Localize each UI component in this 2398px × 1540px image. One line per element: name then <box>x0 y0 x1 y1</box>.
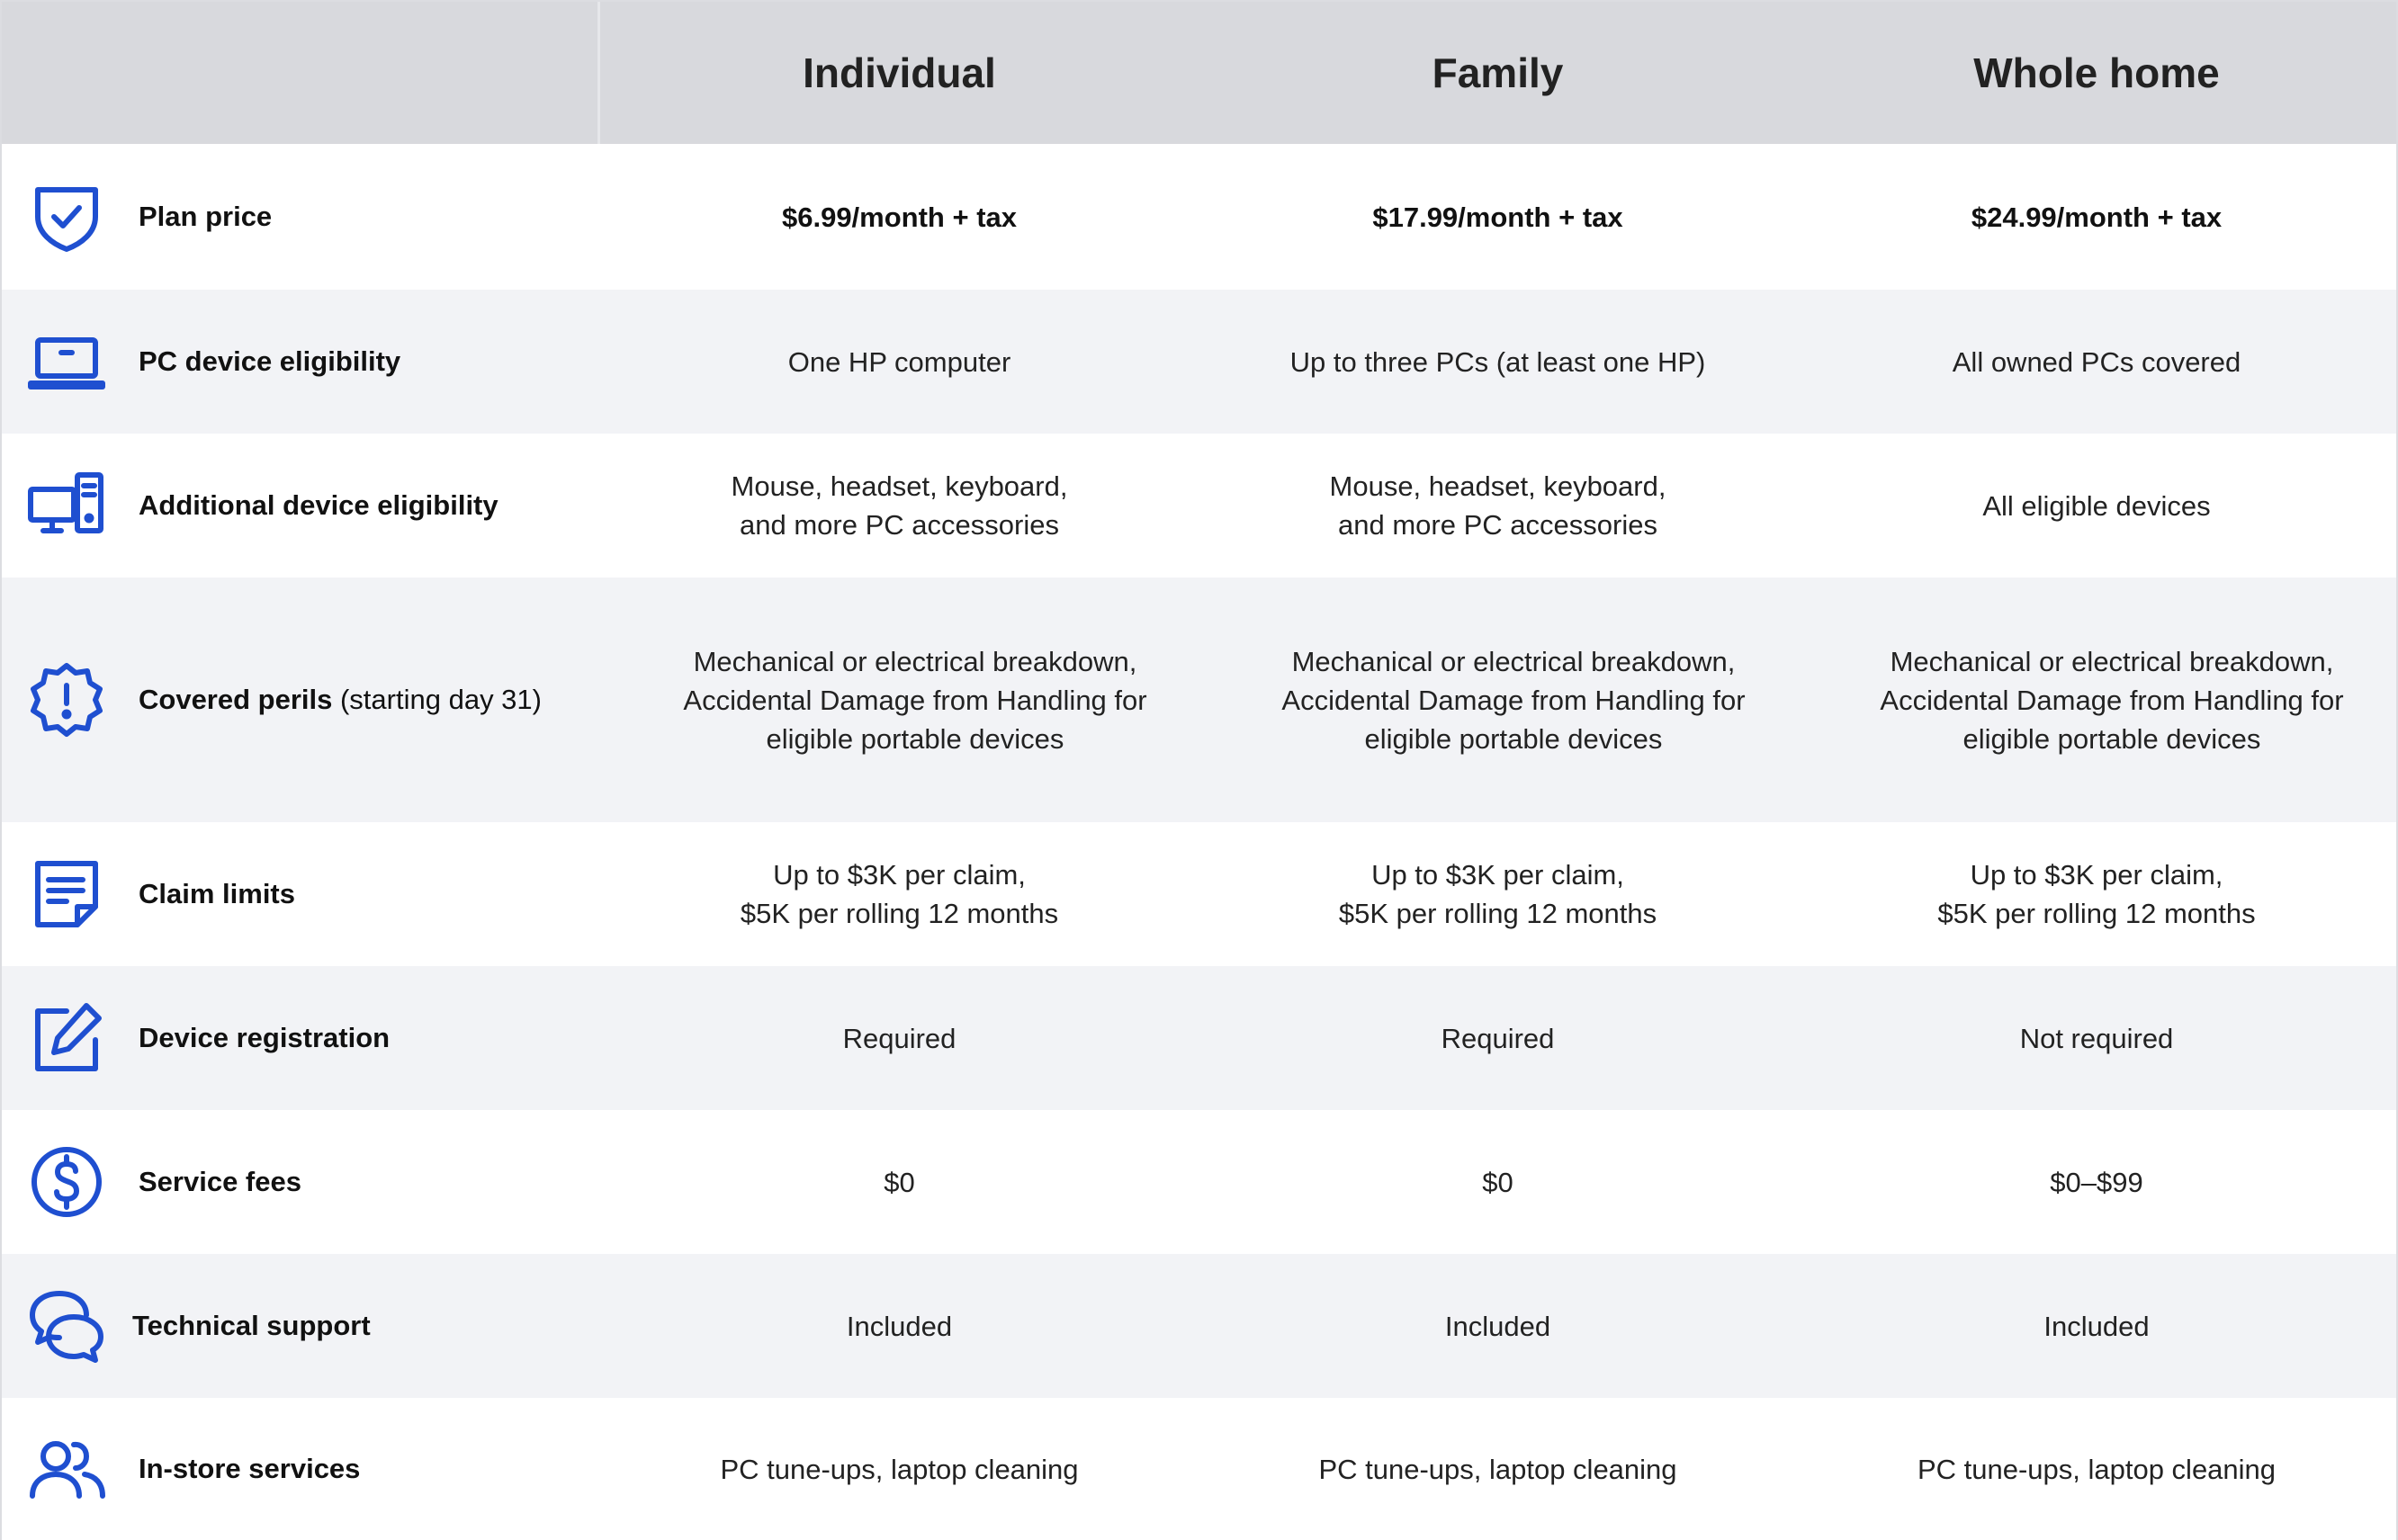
cell-family: Included <box>1444 1310 1551 1342</box>
cell-family: $17.99/month + tax <box>1372 201 1623 233</box>
row-label-cell <box>2 434 600 578</box>
cell-whole-home: Up to $3K per claim, $5K per rolling 12 months <box>1937 859 2256 929</box>
cell-family: Mechanical or electrical breakdown, Accidental Damage from Handling for eligible portable devices <box>1281 645 1746 755</box>
row-label: Technical support <box>132 1310 371 1341</box>
cell-individual: Included <box>846 1310 953 1342</box>
cell-whole-home: $24.99/month + tax <box>1971 201 2223 233</box>
cell-individual: One HP computer <box>787 345 1011 378</box>
cell-individual: $6.99/month + tax <box>781 201 1018 233</box>
document-icon <box>25 853 108 936</box>
row-label: Covered perils (starting day 31) <box>139 684 542 715</box>
row-label-cell <box>2 1398 600 1540</box>
cell-whole-home: All eligible devices <box>1982 489 2211 522</box>
cell-individual: Mouse, headset, keyboard, and more PC accessories <box>731 470 1068 541</box>
row-label-cell <box>2 290 600 434</box>
header-empty-cell <box>2 2 600 144</box>
cell-family: PC tune-ups, laptop cleaning <box>1318 1453 1677 1485</box>
table-row-pc-device-eligibility <box>2 290 2396 434</box>
table-row-additional-device-eligibility <box>2 434 2396 578</box>
cell-whole-home: PC tune-ups, laptop cleaning <box>1917 1453 2277 1485</box>
column-header-whole-home: Whole home <box>1973 49 2220 96</box>
cell-whole-home: All owned PCs covered <box>1952 345 2241 378</box>
laptop-icon <box>25 320 108 403</box>
table-row-covered-perils <box>2 578 2396 822</box>
cell-family: Up to three PCs (at least one HP) <box>1289 345 1706 378</box>
cell-whole-home: Not required <box>2019 1022 2174 1054</box>
table-row-in-store-services <box>2 1398 2396 1540</box>
row-label-cell <box>2 1254 600 1398</box>
edit-icon <box>25 997 108 1079</box>
alert-badge-icon <box>25 658 108 741</box>
row-label: Device registration <box>139 1022 391 1053</box>
row-label-cell <box>2 822 600 966</box>
cell-whole-home: Included <box>2043 1310 2150 1342</box>
table-row-device-registration <box>2 966 2396 1110</box>
row-label: Additional device eligibility <box>139 489 498 521</box>
users-icon <box>25 1428 108 1510</box>
cell-family: Mouse, headset, keyboard, and more PC accessories <box>1329 470 1666 541</box>
desktop-tower-icon <box>25 464 108 547</box>
row-label-cell <box>2 578 600 822</box>
row-label-cell <box>2 144 600 290</box>
cell-individual: $0 <box>884 1166 915 1198</box>
dollar-circle-icon <box>25 1141 108 1223</box>
table-row-technical-support <box>2 1254 2396 1398</box>
cell-individual: Required <box>842 1022 957 1054</box>
row-label-cell <box>2 966 600 1110</box>
column-header-individual: Individual <box>803 49 996 96</box>
row-label: Plan price <box>139 201 273 232</box>
cell-whole-home: $0–$99 <box>2050 1166 2143 1198</box>
cell-individual: Up to $3K per claim, $5K per rolling 12 months <box>740 859 1059 929</box>
table-row-plan-price <box>2 144 2396 290</box>
cell-individual: PC tune-ups, laptop cleaning <box>720 1453 1079 1485</box>
row-label-cell <box>2 1110 600 1254</box>
column-header-family: Family <box>1432 49 1564 96</box>
row-label: Service fees <box>139 1166 301 1197</box>
shield-check-icon <box>25 175 108 258</box>
cell-individual: Mechanical or electrical breakdown, Accidental Damage from Handling for eligible portable devices <box>683 645 1147 755</box>
cell-family: $0 <box>1482 1166 1513 1198</box>
row-label: PC device eligibility <box>139 345 401 377</box>
row-label: Claim limits <box>139 878 295 909</box>
table-header <box>2 2 2396 144</box>
table-row-claim-limits <box>2 822 2396 966</box>
table-row-service-fees <box>2 1110 2396 1254</box>
cell-family: Up to $3K per claim, $5K per rolling 12 months <box>1338 859 1657 929</box>
row-label: In-store services <box>139 1453 361 1484</box>
chat-bubbles-icon <box>25 1285 108 1367</box>
cell-whole-home: Mechanical or electrical breakdown, Accidental Damage from Handling for eligible portable devices <box>1880 645 2344 755</box>
cell-family: Required <box>1441 1022 1555 1054</box>
